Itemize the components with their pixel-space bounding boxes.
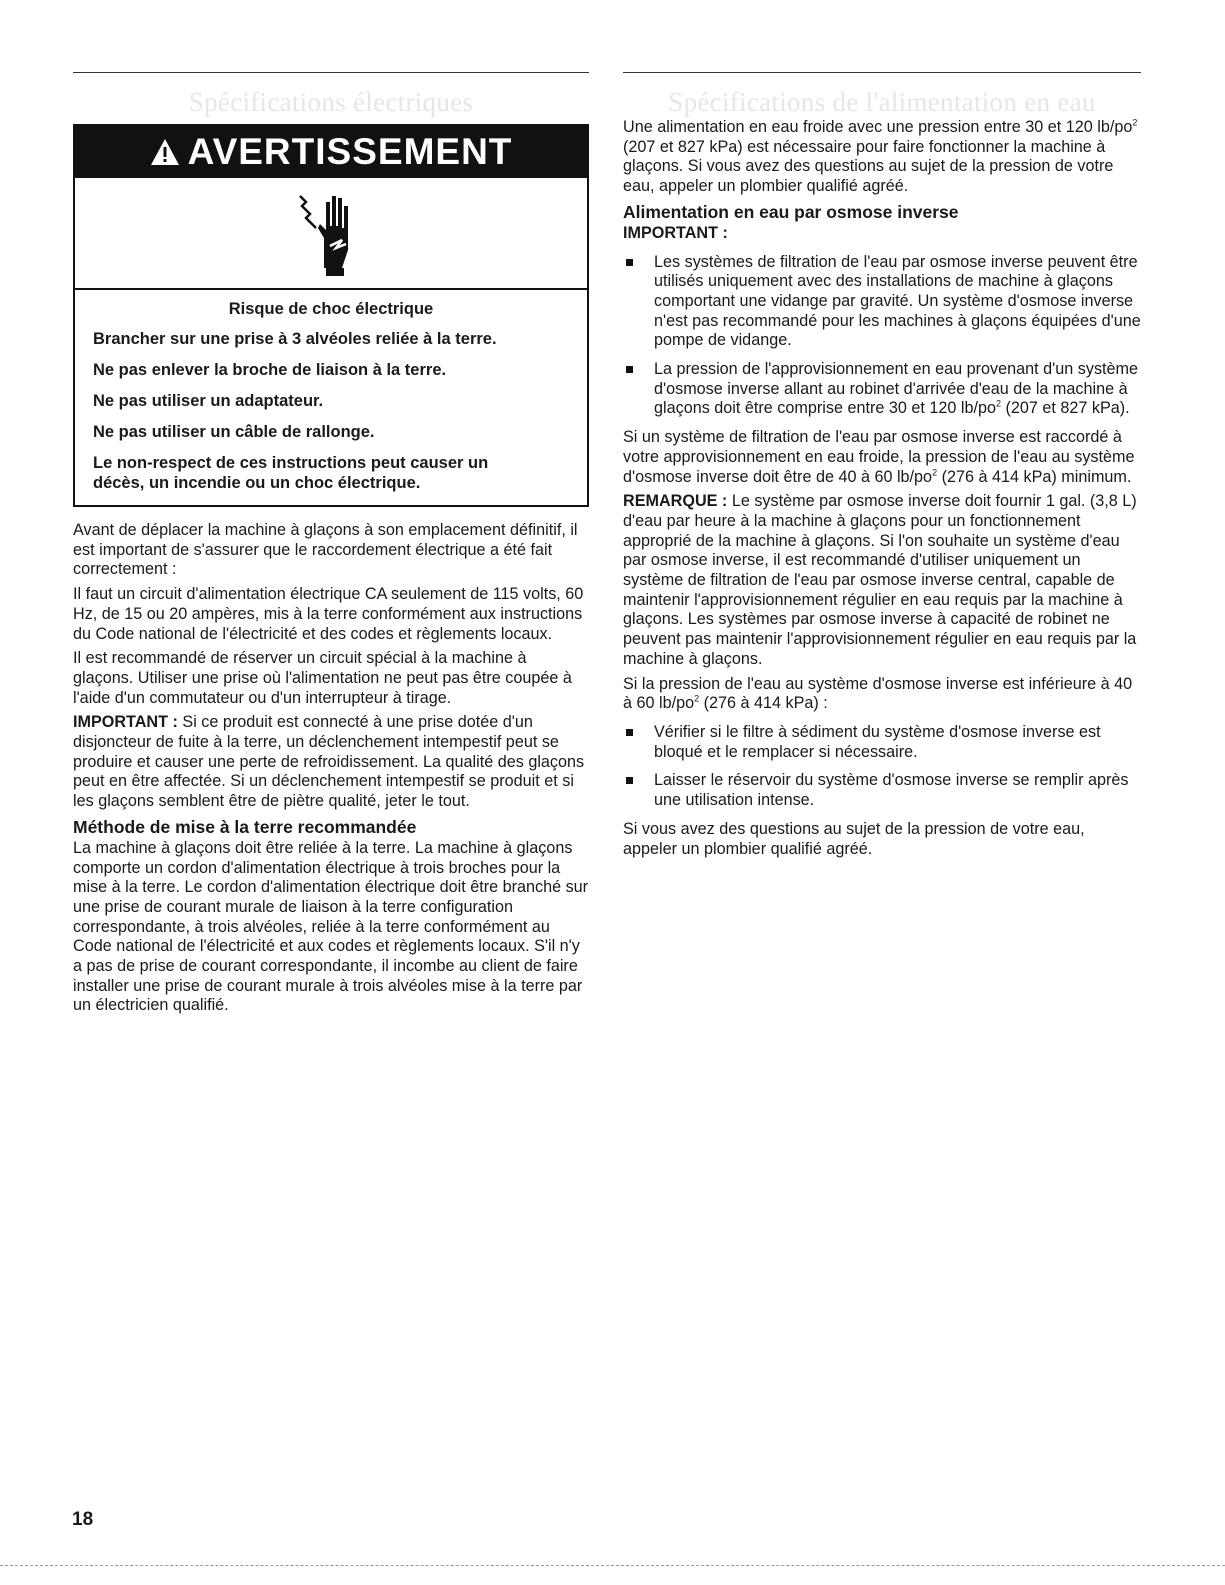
paragraph: Il est recommandé de réserver un circuit spécial à la machine à glaçons. Utiliser une prise où l'alimentation ne peut pas être coupée à l'aide d'un commutateur ou d'un interrupteur à tirage. (73, 649, 572, 707)
page-number: 18 (72, 1509, 94, 1530)
paragraph: Si vous avez des questions au sujet de la pression de votre eau, appeler un plombier qualifié agréé. (623, 819, 1085, 858)
paragraph: Si la pression de l'eau au système d'osmose inverse est inférieure à 40 à 60 $lb/po^2$ (276 à 414 kPa) : (623, 674, 1133, 713)
important-label: IMPORTANT : (73, 713, 178, 732)
remark-text: Le système par osmose inverse doit fournir 1 gal. (3,8 L) d'eau par heure à la machine à glaçons pour un fonctionnement approprié de la machine à glaçons. Si l'on souhaite un système d'eau par osmose inverse, il est recommandé d'utiliser uniquement un système de filtration de l'eau par osmose inverse central, capable de maintenir l'approvisionnement régulier en eau requis par la machine à glaçons. Les systèmes par osmose inverse à capacité de robinet ne peuvent pas maintenir l'approvisionnement régulier en eau requis par la machine à glaçons. (623, 492, 1137, 668)
warning-line: Le non-respect de ces instructions peut causer un décès, un incendie ou un choc électrique. (93, 454, 489, 492)
warning-box (73, 124, 589, 507)
bottom-divider (0, 1565, 1225, 1566)
warning-triangle-icon (150, 138, 180, 166)
top-rule (623, 72, 1141, 73)
list-item: Les systèmes de filtration de l'eau par osmose inverse peuvent être utilisés uniquement avec des installations de machine à glaçons comportant une vidange par gravité. Un système d'osmose inverse n'est pas recommandé pour les machines à glaçons équipées d'une pompe de vidange. (623, 253, 1141, 352)
important-label: IMPORTANT : (623, 223, 728, 242)
paragraph: Si un système de filtration de l'eau par osmose inverse est raccordé à votre approvisionnement en eau froide, la pression de l'eau au système d'osmose inverse doit être de 40 à 60 $lb/po^2$ (276 à 414 kPa) minimum. (623, 428, 1135, 486)
paragraph: Avant de déplacer la machine à glaçons à son emplacement définitif, il est important de s'assurer que le raccordement électrique a été fait correctement : (73, 521, 578, 579)
important-text: Si ce produit est connecté à une prise dotée d'un disjoncteur de fuite à la terre, un déclenchement intempestif peut se produire et causer une perte de refroidissement. La qualité des glaçons peut en être affectée. Si un déclenchement intempestif se produit et si les glaçons semblent être de piètre qualité, jeter le tout. (73, 713, 585, 811)
paragraph: La machine à glaçons doit être reliée à la terre. La machine à glaçons comporte un cordon d'alimentation électrique à trois broches pour la mise à la terre. Le cordon d'alimentation électrique doit être branché sur une prise de courant murale de liaison à la terre configuration correspondante, à trois alvéoles, reliée à la terre conformément au Code national de l'électricité et aux codes et règlements locaux. S'il n'y a pas de prise de courant correspondante, il incombe au client de faire installer une prise de courant murale à trois alvéoles mise à la terre par un électricien qualifié. (73, 838, 589, 1015)
bullet-list (623, 723, 1141, 811)
warning-line: Brancher sur une prise à 3 alvéoles reliée à la terre. (93, 330, 497, 348)
bullet-list (623, 253, 1141, 420)
warning-line: Ne pas utiliser un adaptateur. (93, 392, 324, 410)
remark-paragraph (623, 492, 1141, 669)
paragraph: Il faut un circuit d'alimentation électrique CA seulement de 115 volts, 60 Hz, de 15 ou 20 ampères, mis à la terre conformément aux instructions du Code national de l'électricité et des codes et règlements locaux. (73, 585, 584, 643)
warning-line: Ne pas enlever la broche de liaison à la terre. (93, 361, 447, 379)
left-column (73, 72, 589, 1021)
section-title-water: Spécifications de l'alimentation en eau (668, 87, 1096, 117)
right-column (623, 72, 1141, 864)
warning-line: Ne pas utiliser un câble de rallonge. (93, 423, 375, 441)
warning-header (75, 126, 587, 178)
top-rule (73, 72, 589, 73)
subheading-grounding: Méthode de mise à la terre recommandée (73, 816, 417, 837)
paragraph: Une alimentation en eau froide avec une pression entre 30 et 120 $lb/po^2$ (207 et 827 kPa) est nécessaire pour faire fonctionner la machine à glaçons. Si vous avez des questions au sujet de la pression de votre eau, appeler un plombier qualifié agréé. (623, 117, 1138, 196)
remark-label: REMARQUE : (623, 492, 728, 511)
list-item: La pression de l'approvisionnement en eau provenant d'un système d'osmose inverse allant au robinet d'arrivée d'eau de la machine à glaçons doit être comprise entre 30 et 120 $lb/po^2$ (207 et 827 kPa). (623, 360, 1141, 419)
electric-shock-hand-icon (75, 178, 587, 290)
section-title-electrical: Spécifications électriques (188, 87, 474, 117)
subheading-reverse-osmosis: Alimentation en eau par osmose inverse (623, 201, 959, 222)
warning-header-label: AVERTISSEMENT (187, 131, 513, 172)
warning-risk: Risque de choc électrique (228, 300, 434, 318)
list-item: Laisser le réservoir du système d'osmose inverse se remplir après une utilisation intense. (623, 771, 1141, 810)
important-paragraph (73, 713, 589, 812)
list-item: Vérifier si le filtre à sédiment du système d'osmose inverse est bloqué et le remplacer si nécessaire. (623, 723, 1141, 762)
warning-body (75, 290, 587, 505)
